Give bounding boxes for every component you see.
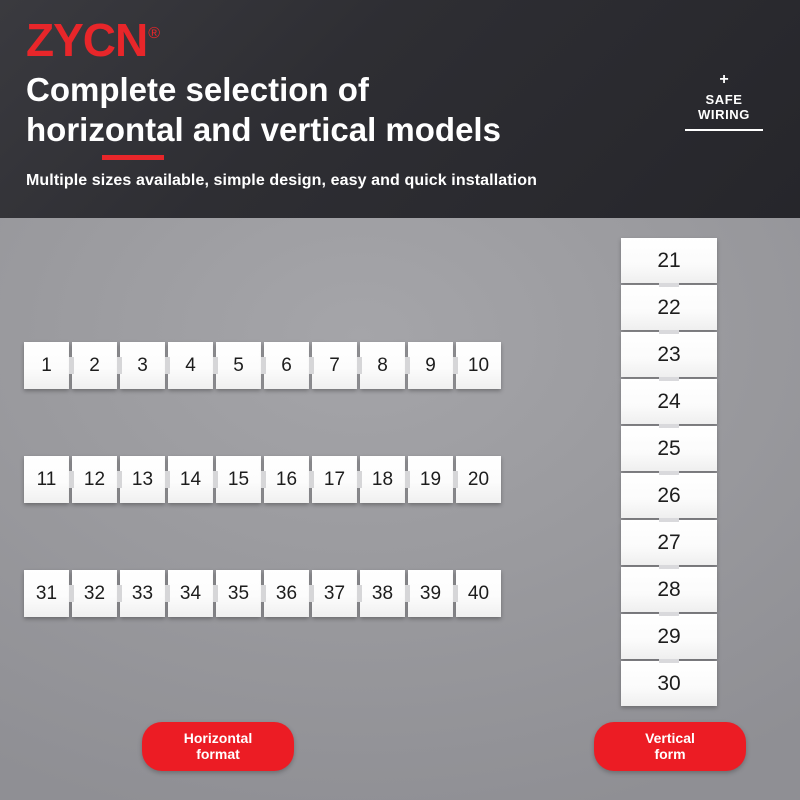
marker-tag: 11 bbox=[24, 456, 69, 503]
marker-tag: 36 bbox=[264, 570, 309, 617]
marker-tag-vertical: 27 bbox=[621, 520, 717, 565]
marker-tag-vertical: 30 bbox=[621, 661, 717, 706]
marker-tag: 9 bbox=[408, 342, 453, 389]
horizontal-format-line-2: format bbox=[196, 746, 240, 762]
subheadline: Multiple sizes available, simple design, easy and quick installation bbox=[26, 172, 537, 189]
marker-tag: 39 bbox=[408, 570, 453, 617]
marker-tag: 4 bbox=[168, 342, 213, 389]
brand-name: ZYCN bbox=[26, 14, 148, 66]
marker-tag: 31 bbox=[24, 570, 69, 617]
marker-tag: 12 bbox=[72, 456, 117, 503]
marker-tag: 1 bbox=[24, 342, 69, 389]
marker-tag: 38 bbox=[360, 570, 405, 617]
header-banner bbox=[0, 0, 800, 218]
marker-tag: 20 bbox=[456, 456, 501, 503]
marker-tag: 15 bbox=[216, 456, 261, 503]
marker-tag-vertical: 26 bbox=[621, 473, 717, 518]
marker-tag: 16 bbox=[264, 456, 309, 503]
marker-tag: 10 bbox=[456, 342, 501, 389]
safe-wiring-badge bbox=[678, 72, 770, 131]
trademark-icon: ® bbox=[148, 24, 161, 42]
marker-tag: 6 bbox=[264, 342, 309, 389]
marker-tag-vertical: 25 bbox=[621, 426, 717, 471]
header-content bbox=[26, 14, 774, 190]
marker-tag: 19 bbox=[408, 456, 453, 503]
marker-strip-row-2 bbox=[24, 456, 504, 503]
badge-divider bbox=[685, 129, 763, 131]
marker-tag: 7 bbox=[312, 342, 357, 389]
marker-tag: 2 bbox=[72, 342, 117, 389]
marker-tag: 14 bbox=[168, 456, 213, 503]
vertical-form-line-2: form bbox=[654, 746, 686, 762]
marker-strip-row-1 bbox=[24, 342, 504, 389]
marker-strip-row-3 bbox=[24, 570, 504, 617]
marker-tag: 32 bbox=[72, 570, 117, 617]
plus-icon: + bbox=[719, 71, 729, 88]
marker-tag: 35 bbox=[216, 570, 261, 617]
badge-label-line-2: WIRING bbox=[698, 107, 750, 122]
vertical-form-line-1: Vertical bbox=[645, 730, 695, 746]
marker-tag: 18 bbox=[360, 456, 405, 503]
marker-tag: 34 bbox=[168, 570, 213, 617]
headline-line-2: horizontal and vertical models bbox=[26, 111, 501, 148]
horizontal-format-line-1: Horizontal bbox=[183, 730, 253, 746]
marker-strip-vertical bbox=[621, 238, 717, 708]
vertical-form-label bbox=[594, 722, 746, 771]
marker-tag: 17 bbox=[312, 456, 357, 503]
marker-tag: 33 bbox=[120, 570, 165, 617]
marker-tag-vertical: 21 bbox=[621, 238, 717, 283]
marker-tag: 3 bbox=[120, 342, 165, 389]
headline-underline bbox=[102, 155, 164, 160]
marker-tag: 40 bbox=[456, 570, 501, 617]
marker-tag-vertical: 28 bbox=[621, 567, 717, 612]
marker-tag: 13 bbox=[120, 456, 165, 503]
marker-tag-vertical: 29 bbox=[621, 614, 717, 659]
badge-label-line-1: SAFE bbox=[705, 92, 743, 107]
marker-tag: 37 bbox=[312, 570, 357, 617]
headline-line-1: Complete selection of bbox=[26, 71, 369, 108]
marker-tag: 8 bbox=[360, 342, 405, 389]
marker-tag-vertical: 24 bbox=[621, 379, 717, 424]
marker-tag: 5 bbox=[216, 342, 261, 389]
horizontal-format-label bbox=[142, 722, 294, 771]
marker-tag-vertical: 23 bbox=[621, 332, 717, 377]
marker-tag-vertical: 22 bbox=[621, 285, 717, 330]
brand-logo bbox=[26, 14, 774, 70]
